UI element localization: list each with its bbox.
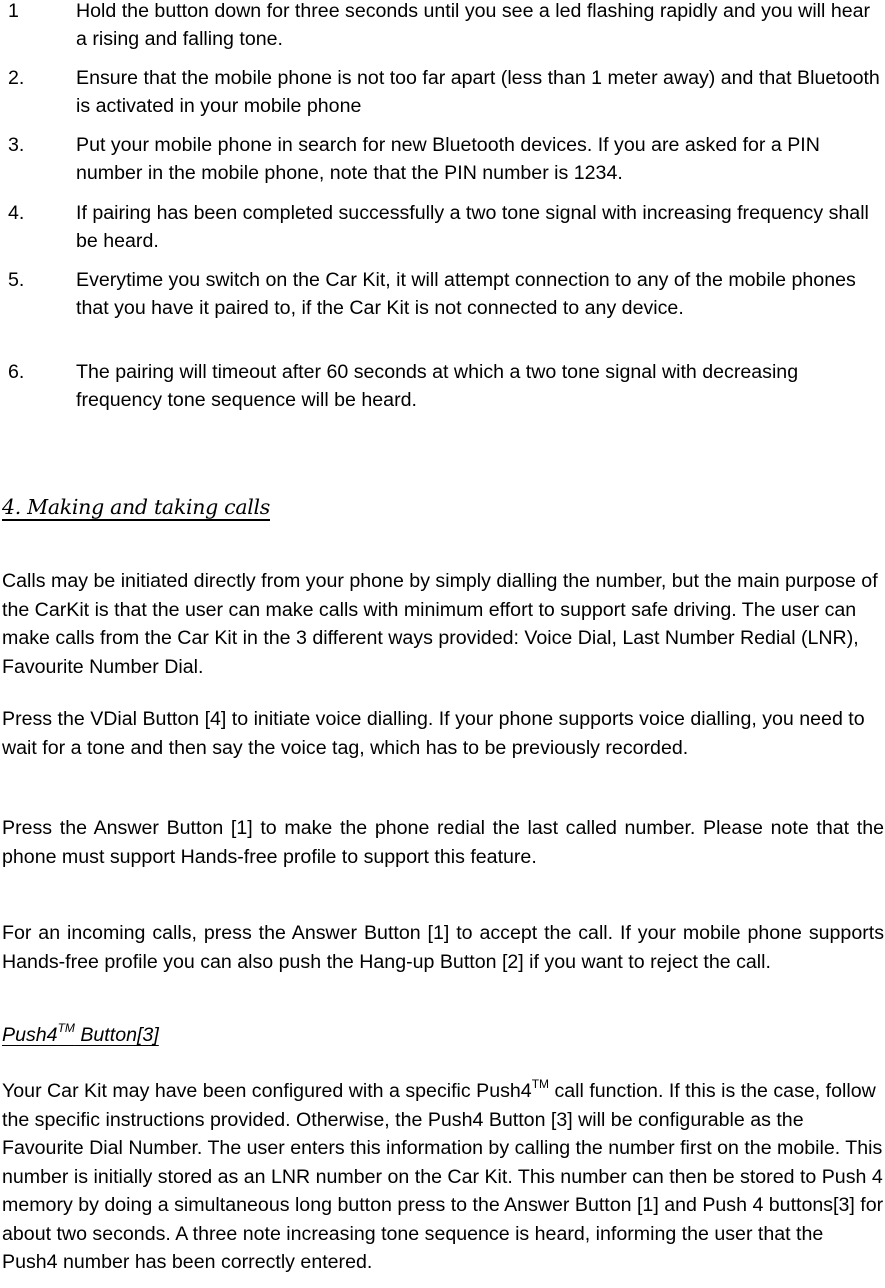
list-item-text: Ensure that the mobile phone is not too far apart (less than 1 meter away) and that Bluetooth is activated in your mobile phone: [76, 67, 880, 117]
list-item-text: The pairing will timeout after 60 seconds at which a two tone signal with decreasing frequency tone sequence will be heard.: [76, 361, 799, 411]
list-item-text: Hold the button down for three seconds until you see a led flashing rapidly and you will hear a rising and falling tone.: [76, 0, 871, 50]
push4-subheading: Push4™ Button[3]: [2, 1021, 159, 1046]
section-heading: 4. Making and taking calls: [2, 495, 270, 519]
paragraph-redial: Press the Answer Button [1] to make the phone redial the last called number. Please note that the phone must support Hands-free profile to support this feature.: [2, 817, 884, 868]
list-item-text: If pairing has been completed successfully a two tone signal with increasing frequency shall be heard.: [76, 202, 869, 252]
paragraph-voice-dial: Press the VDial Button [4] to initiate voice dialling. If your phone supports voice dialling, you need to wait for a tone and then say the voice tag, which has to be previously recorded.: [2, 708, 865, 759]
list-item-text: Put your mobile phone in search for new Bluetooth devices. If you are asked for a PIN number in the mobile phone, note that the PIN number is 1234.: [76, 134, 820, 184]
list-item-number: 1: [8, 0, 19, 22]
list-item-text: Everytime you switch on the Car Kit, it will attempt connection to any of the mobile phones that you have it paired to, if the Car Kit is not connected to any device.: [76, 269, 856, 319]
list-item-number: 5.: [8, 269, 25, 291]
paragraph-incoming-calls: For an incoming calls, press the Answer Button [1] to accept the call. If your mobile phone supports Hands-free profile you can also push the Hang-up Button [2] if you want to reject the call.: [2, 922, 884, 973]
paragraph-making-calls: Calls may be initiated directly from your phone by simply dialling the number, but the main purpose of the CarKit is that the user can make calls with minimum effort to support safe driving. The user can make calls from the Car Kit in the 3 different ways provided: Voice Dial, Last Number Redial (LNR), Favourite Number Dial.: [2, 570, 878, 678]
list-item-number: 3.: [8, 134, 25, 156]
paragraph-push4: Your Car Kit may have been configured with a specific Push4™ call function. If this is the case, follow the specific instructions provided. Otherwise, the Push4 Button [3] will be configurable as the Favourite Dial Number. The user enters this information by calling the number first on the mobile. This number is initially stored as an LNR number on the Car Kit. This number can then be stored to Push 4 memory by doing a simultaneous long button press to the Answer Button [1] and Push 4 buttons[3] for about two seconds. A three note increasing tone sequence is heard, informing the user that the Push4 number has been correctly entered.: [2, 1077, 884, 1273]
list-item-number: 4.: [8, 202, 25, 224]
list-item-number: 6.: [8, 361, 25, 383]
list-item-number: 2.: [8, 67, 25, 89]
